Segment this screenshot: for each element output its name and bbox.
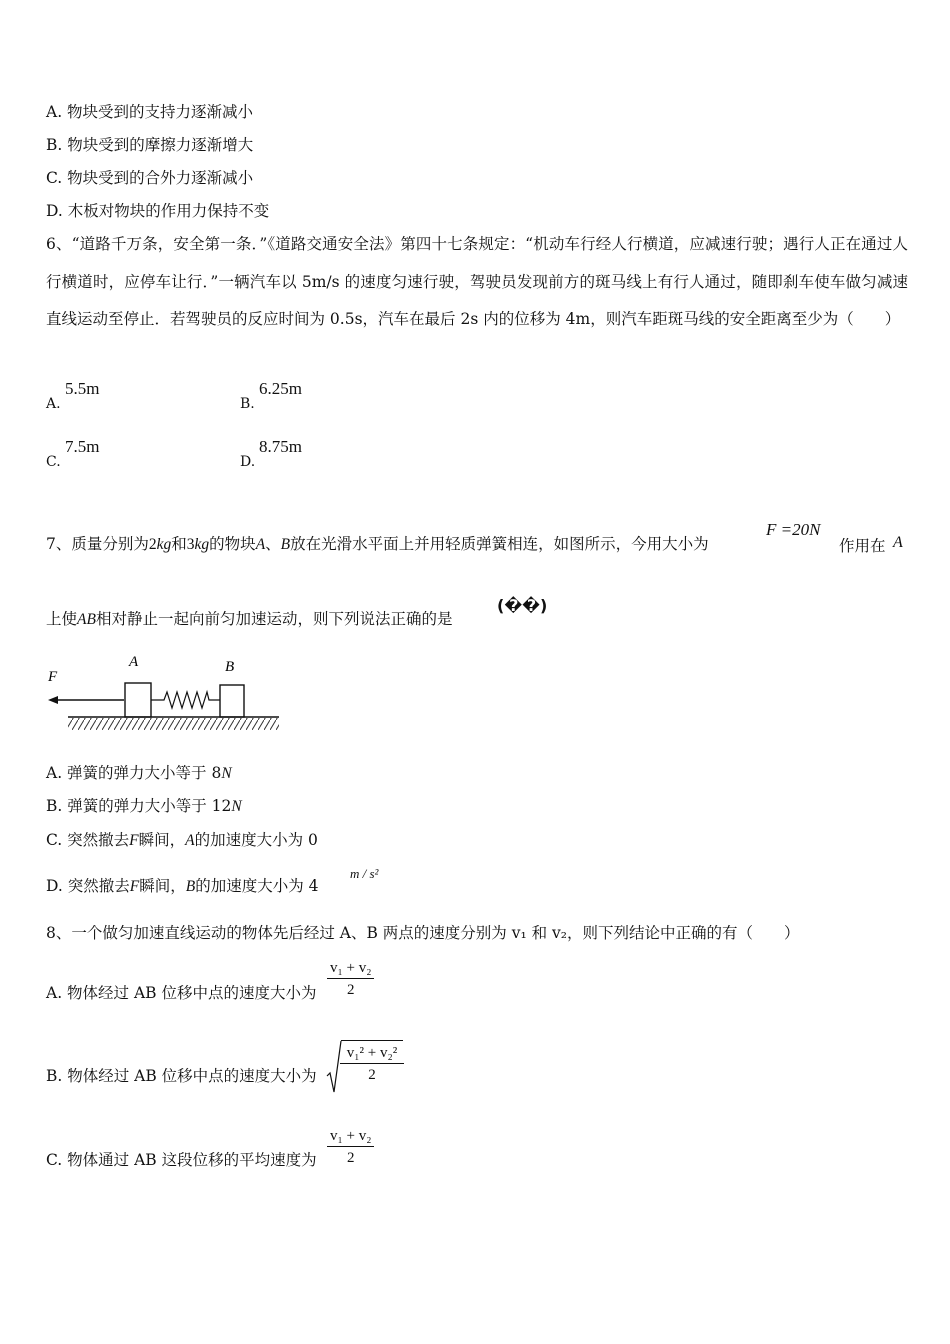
q7-mass2: 3 <box>186 536 195 553</box>
q6-option-c-value: 7.5m <box>65 437 100 456</box>
q7-line2-prefix: 上使 <box>46 610 78 628</box>
q8-option-c-fraction <box>327 1126 374 1169</box>
q6-option-a-label: A. <box>46 396 61 412</box>
q7-option-b <box>46 796 242 817</box>
q7-option-d-pre: D. 突然撤去 <box>46 877 130 895</box>
q7-block-a: A <box>255 536 266 553</box>
spring <box>151 692 220 708</box>
q7-block-b: B <box>280 536 291 553</box>
q7-option-d-post: 的加速度大小为 4 <box>195 877 319 895</box>
q7-option-d <box>46 876 318 897</box>
ground-hatch <box>68 718 279 730</box>
q8-option-c: C. 物体通过 AB 这段位移的平均速度为 <box>46 1151 317 1169</box>
q6-option-d-label: D. <box>240 454 256 470</box>
q7-option-d-f: F <box>129 878 140 895</box>
q7-option-b-unit: N <box>231 798 242 815</box>
q7-option-a-text: A. 弹簧的弹力大小等于 8 <box>46 764 222 782</box>
q7-question-line2 <box>46 609 452 630</box>
q8-option-b: B. 物体经过 AB 位移中点的速度大小为 <box>46 1067 317 1085</box>
q8-b-denominator: 2 <box>368 1067 376 1083</box>
q7-garbled-paren: (��) <box>497 596 548 615</box>
q8-option-a: A. 物体经过 AB 位移中点的速度大小为 <box>46 984 317 1002</box>
q8-b-numerator: v₁² + v₂² <box>340 1043 404 1064</box>
q5-option-a: A. 物块受到的支持力逐渐减小 <box>46 103 254 121</box>
q8-a-numerator: v₁ + v₂ <box>327 958 374 979</box>
q7-block-a-end: A <box>893 534 903 551</box>
q6-option-b-label: B. <box>240 396 255 412</box>
block-a <box>125 683 151 717</box>
q7-prefix: 7、质量分别为 <box>46 535 149 553</box>
q7-option-c-f: F <box>129 832 139 849</box>
q7-option-b-text: B. 弹簧的弹力大小等于 12 <box>46 797 232 815</box>
fig-label-a: A <box>129 654 139 670</box>
q7-mid3: 作用在 <box>839 537 886 555</box>
q7-option-d-unit: m / s² <box>350 866 379 881</box>
force-arrowhead <box>48 696 58 704</box>
q6-option-a-value: 5.5m <box>65 379 100 398</box>
q7-option-d-mid: 瞬间， <box>139 877 186 895</box>
q6-option-d-value: 8.75m <box>259 437 302 456</box>
fig-label-f: F <box>48 669 58 685</box>
q6-option-b-value: 6.25m <box>259 379 302 398</box>
block-b <box>220 685 244 717</box>
fig-label-b: B <box>225 659 235 675</box>
q8-c-numerator: v₁ + v₂ <box>327 1126 374 1147</box>
q7-option-d-b: B <box>185 878 196 895</box>
q7-line2-mid: 相对静止一起向前匀加速运动，则下列说法正确的是 <box>95 610 453 628</box>
q7-sep: 、 <box>265 535 281 553</box>
q5-option-d: D. 木板对物块的作用力保持不变 <box>46 202 270 220</box>
q7-option-a <box>46 763 232 784</box>
q7-option-c-pre: C. 突然撤去 <box>46 831 130 849</box>
q7-option-c-mid: 瞬间， <box>138 831 186 849</box>
q7-option-c-post: 的加速度大小为 0 <box>194 831 318 849</box>
q7-option-c <box>46 830 318 851</box>
q5-option-c: C. 物块受到的合外力逐渐减小 <box>46 169 254 187</box>
q8-question: 8、一个做匀加速直线运动的物体先后经过 A、B 两点的速度分别为 v₁ 和 v₂，则下列结论中正确的有（ ） <box>46 924 800 942</box>
q6-option-c-label: C. <box>46 454 61 470</box>
q7-spring-figure <box>42 650 287 740</box>
q7-mid2: 放在光滑水平面上并用轻质弹簧相连，如图所示，今用大小为 <box>290 535 709 553</box>
q6-question: 6、“道路千万条，安全第一条．”《道路交通安全法》第四十七条规定：“机动车行经人行横道，应减速行驶；遇行人正在通过人行横道时，应停车让行．”一辆汽车以 5m/s 的速度匀速行驶，驾驶员发现前方的斑马线上有行人通过，随即刹车使车做匀减速直线运动至停止．若驾驶员的反应时间为 0.5s，汽车在最后 2s 内的位移为 4m，则汽车距斑马线的安全距离至少为（ ） <box>46 235 908 328</box>
q8-option-a-fraction <box>327 958 374 1001</box>
q7-option-c-a: A <box>185 832 195 849</box>
q7-force-eq: F =20N <box>766 520 821 539</box>
q5-option-b: B. 物块受到的摩擦力逐渐增大 <box>46 136 254 154</box>
q8-a-denominator: 2 <box>346 982 355 998</box>
q7-and: 和 <box>171 535 187 553</box>
q7-ab: AB <box>77 611 96 628</box>
q7-mid: 的物块 <box>209 535 256 553</box>
q7-mass1: 2 <box>148 536 157 553</box>
q8-c-denominator: 2 <box>346 1150 355 1166</box>
q7-option-a-unit: N <box>221 765 232 782</box>
q7-unit-kg-2: kg <box>194 536 210 553</box>
q7-unit-kg: kg <box>156 536 172 553</box>
